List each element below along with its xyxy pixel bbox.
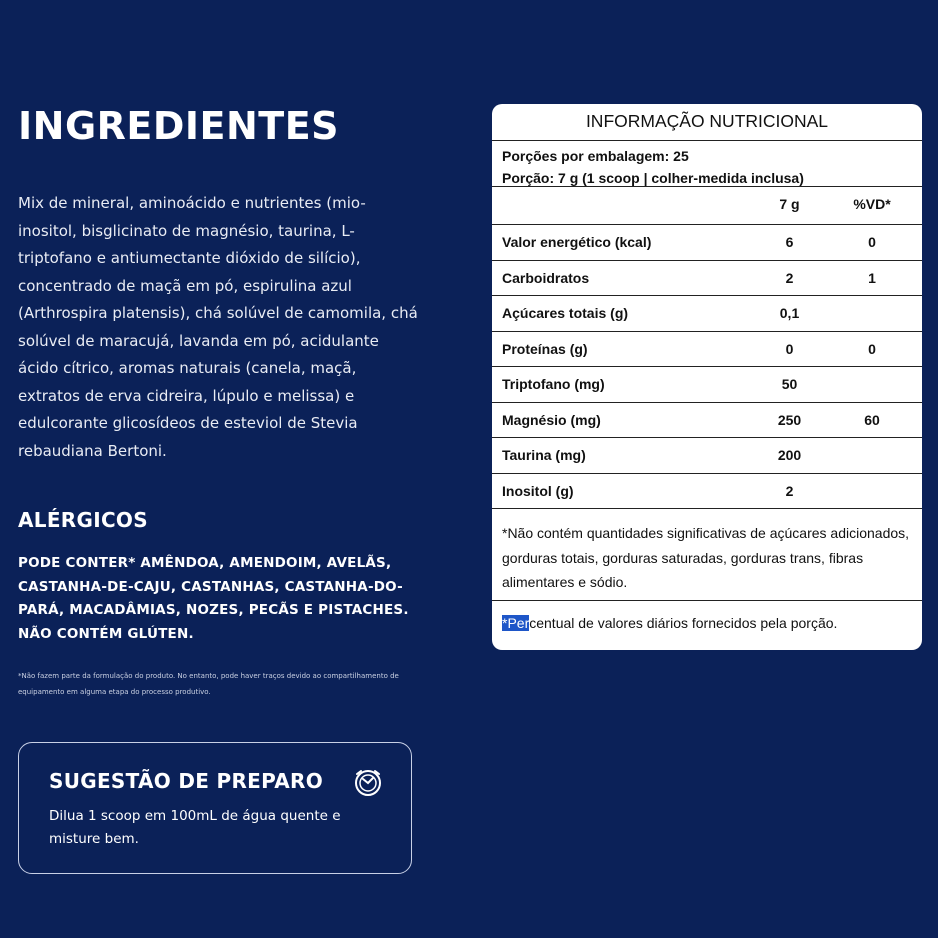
nutrition-title: INFORMAÇÃO NUTRICIONAL [492, 104, 922, 141]
timer-icon [353, 767, 383, 797]
preparation-text: Dilua 1 scoop em 100mL de água quente e misture bem. [49, 808, 341, 847]
header-vd: %VD* [853, 196, 891, 212]
table-row: Magnésio (mg) 250 60 [492, 403, 922, 439]
table-row: Proteínas (g) 0 0 [492, 332, 922, 368]
table-row: Triptofano (mg) 50 [492, 367, 922, 403]
table-header-row [492, 187, 922, 225]
ingredients-text: Mix de mineral, aminoácido e nutrientes (mio-inositol, bisglicinato de magnésio, taurina, L-triptofano e antiumectante dióxido de silício), concentrado de maçã em pó, espirulina azul (Arthrospira platensis), chá solúvel de camomila, chá solúvel de maracujá, lavanda em pó, acidulante ácido cítrico, aromas naturais (canela, maçã, extratos de erva cidreira, lúpulo e melissa) e edulcorante glicosídeos de esteviol de Stevia rebaudiana Bertoni. [18, 194, 418, 460]
allergens-title: ALÉRGICOS [18, 508, 148, 532]
preparation-box [18, 742, 412, 874]
table-row: Inositol (g) 2 [492, 474, 922, 510]
table-row: Taurina (mg) 200 [492, 438, 922, 474]
servings-per-package: Porções por embalagem: 25 [502, 148, 689, 164]
ingredients-title: INGREDIENTES [18, 104, 340, 148]
portion-size: Porção: 7 g (1 scoop | colher-medida inclusa) [502, 170, 804, 186]
nutrition-table [492, 104, 922, 650]
table-row: Carboidratos 2 1 [492, 261, 922, 297]
preparation-title: SUGESTÃO DE PREPARO [49, 769, 324, 793]
vd-note-text: centual de valores diários fornecidos pela porção. [529, 615, 838, 631]
allergens-text: PODE CONTER* AMÊNDOA, AMENDOIM, AVELÃS, CASTANHA-DE-CAJU, CASTANHAS, CASTANHA-DO-PARÁ, MACADÂMIAS, NOZES, PECÃS E PISTACHES. NÃO CONTÉM GLÚTEN. [18, 555, 409, 642]
table-row: Açúcares totais (g) 0,1 [492, 296, 922, 332]
selected-text[interactable]: *Per [502, 615, 530, 631]
allergens-footnote: *Não fazem parte da formulação do produto. No entanto, pode haver traços devido ao compartilhamento de equipamento em alguma etapa do processo produtivo. [18, 672, 399, 696]
nutrition-footnote: *Não contém quantidades significativas de açúcares adicionados, gorduras totais, gorduras saturadas, gorduras trans, fibras alimentares e sódio. [492, 509, 922, 601]
header-amount: 7 g [779, 196, 800, 212]
ingredients-section [18, 100, 418, 152]
nutrition-meta [492, 141, 922, 187]
vd-note [492, 601, 922, 645]
table-row: Valor energético (kcal) 6 0 [492, 225, 922, 261]
